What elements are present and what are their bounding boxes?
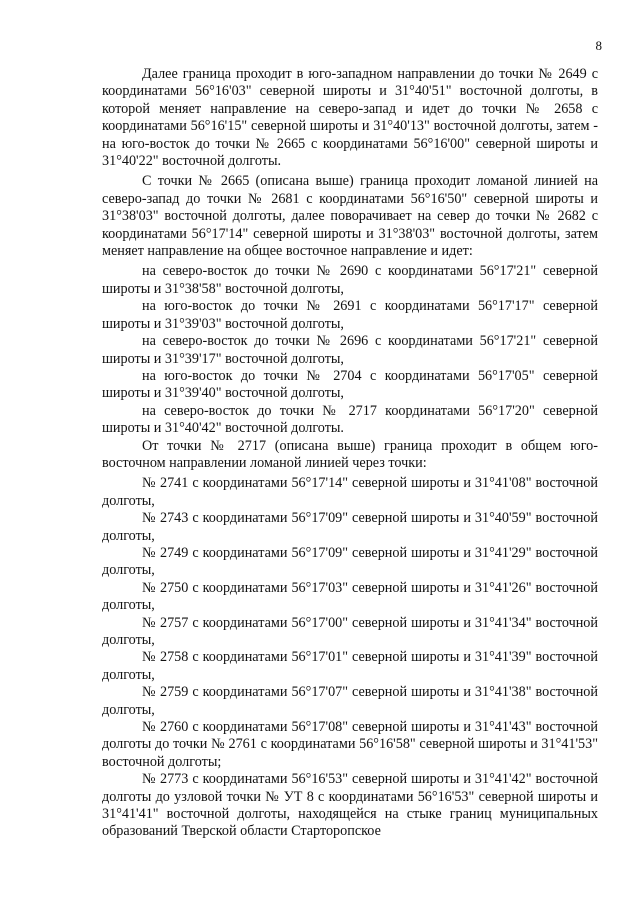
list-item: № 2759 с координатами 56°17'07" северной широты и 31°41'38" восточной долготы, (102, 684, 598, 718)
paragraph: С точки № 2665 (описана выше) граница проходит ломаной линией на северо-запад до точки № 2681 с координатами 56°16'50" северной широты и 31°38'03" восточной долготы, далее поворачивает на север до точки № 2682 с координатами 56°17'14" северной широты и 31°38'03" восточной долготы, затем меняет направление на общее восточное направление и идет: (102, 173, 598, 260)
list-item: на северо-восток до точки № 2690 с координатами 56°17'21" северной широты и 31°38'58" восточной долготы, (102, 263, 598, 297)
list-item: № 2758 с координатами 56°17'01" северной широты и 31°41'39" восточной долготы, (102, 649, 598, 683)
list-item: на северо-восток до точки № 2717 координатами 56°17'20" северной широты и 31°40'42" восточной долготы. (102, 402, 598, 437)
list-item: № 2750 с координатами 56°17'03" северной широты и 31°41'26" восточной долготы, (102, 579, 598, 614)
paragraph: От точки № 2717 (описана выше) граница проходит в общем юго-восточном направлении ломаной линией через точки: (102, 437, 598, 471)
list-item: на северо-восток до точки № 2696 с координатами 56°17'21" северной широты и 31°39'17" восточной долготы, (102, 333, 598, 367)
list-item: на юго-восток до точки № 2691 с координатами 56°17'17" северной широты и 31°39'03" восточной долготы, (102, 298, 598, 332)
list-item: № 2741 с координатами 56°17'14" северной широты и 31°41'08" восточной долготы, (102, 475, 598, 509)
list-item: № 2760 с координатами 56°17'08" северной широты и 31°41'43" восточной долготы до точки № 2761 с координатами 56°16'58" северной широты и 31°41'53" восточной долготы; (102, 719, 598, 770)
page-number: 8 (595, 38, 602, 53)
document-body (102, 66, 598, 841)
list-item: № 2773 с координатами 56°16'53" северной широты и 31°41'42" восточной долготы до узловой точки № УТ 8 с координатами 56°16'53" северной широты и 31°41'41" восточной долготы, находящейся на стыке границ муниципальных образований Тверской области Старторопское (102, 771, 598, 840)
paragraph: Далее граница проходит в юго-западном направлении до точки № 2649 с координатами 56°16'03" северной широты и 31°40'51" восточной долготы, в которой меняет направление на северо-запад и идет до точки № 2658 с координатами 56°16'15" северной широты и 31°40'13" восточной долготы, затем - на юго-восток до точки № 2665 с координатами 56°16'00" северной широты и 31°40'22" восточной долготы. (102, 66, 598, 170)
list-item: № 2743 с координатами 56°17'09" северной широты и 31°40'59" восточной долготы, (102, 510, 598, 544)
list-item: на юго-восток до точки № 2704 с координатами 56°17'05" северной широты и 31°39'40" восточной долготы, (102, 367, 598, 402)
list-item: № 2757 с координатами 56°17'00" северной широты и 31°41'34" восточной долготы, (102, 614, 598, 648)
list-item: № 2749 с координатами 56°17'09" северной широты и 31°41'29" восточной долготы, (102, 544, 598, 579)
